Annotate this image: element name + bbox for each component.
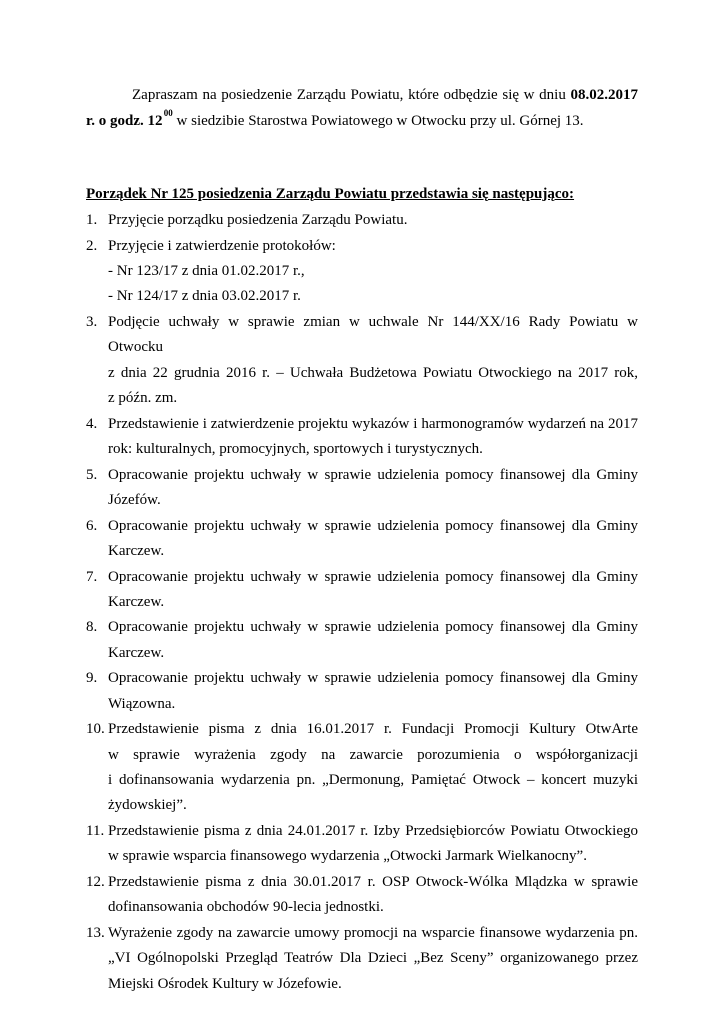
meeting-time-minutes: 00 — [163, 108, 173, 118]
intro-text-2: w siedzibie Starostwa Powiatowego w Otwocku przy — [176, 113, 497, 129]
agenda-item-line: Opracowanie projektu uchwały w sprawie udzielenia pomocy finansowej dla Gminy — [108, 517, 638, 534]
agenda-item-line: dofinansowania obchodów 90-lecia jednostki. — [108, 899, 384, 916]
agenda-item-line: Wiązowna. — [108, 695, 176, 712]
agenda-item — [86, 717, 638, 818]
agenda-item-line: Opracowanie projektu uchwały w sprawie udzielenia pomocy finansowej dla Gminy — [108, 466, 638, 483]
agenda-item-number: 7. — [86, 568, 98, 585]
agenda-item — [86, 870, 638, 921]
agenda-item-line: Przyjęcie porządku posiedzenia Zarządu Powiatu. — [108, 212, 408, 228]
meeting-date: 08.02.2017 r. o godz. 12 — [86, 87, 638, 129]
agenda-item-line: żydowskiej”. — [108, 797, 187, 814]
agenda-item-number: 12. — [86, 874, 105, 891]
agenda-item-number: 5. — [86, 466, 98, 483]
agenda-item-line: Karczew. — [108, 542, 165, 559]
agenda-item — [86, 921, 638, 997]
agenda-heading: Porządek Nr 125 posiedzenia Zarządu Powiatu przedstawia się następująco: — [86, 186, 575, 202]
agenda-item-line: Wyrażenie zgody na zawarcie umowy promocji na wsparcie finansowe wydarzenia pn. — [108, 925, 638, 941]
agenda-item-line: - Nr 123/17 z dnia 01.02.2017 r., — [108, 262, 305, 279]
agenda-item-number: 11. — [86, 823, 105, 840]
agenda-item-line: Przyjęcie i zatwierdzenie protokołów: — [108, 237, 336, 254]
agenda-item-line: Józefów. — [108, 491, 161, 508]
agenda-item — [86, 463, 638, 514]
agenda-item — [86, 615, 638, 666]
intro-text-1: Zapraszam na posiedzenie Zarządu Powiatu, które odbędzie się w dniu — [132, 87, 566, 103]
agenda-list — [86, 208, 638, 997]
agenda-item-line: Przedstawienie i zatwierdzenie projektu wykazów i harmonogramów wydarzeń na 2017 — [108, 415, 638, 432]
agenda-item-line: rok: kulturalnych, promocyjnych, sportowych i turystycznych. — [108, 440, 483, 457]
intro-paragraph — [86, 82, 638, 134]
agenda-item-line: Karczew. — [108, 593, 165, 610]
agenda-item-line: Opracowanie projektu uchwały w sprawie udzielenia pomocy finansowej dla Gminy — [108, 670, 638, 687]
agenda-item — [86, 310, 638, 411]
agenda-item — [86, 514, 638, 565]
agenda-item-line: z późn. zm. — [108, 389, 178, 406]
agenda-item-line: Opracowanie projektu uchwały w sprawie udzielenia pomocy finansowej dla Gminy — [108, 619, 638, 636]
agenda-item-number: 1. — [86, 212, 98, 228]
agenda-item-number: 10. — [86, 721, 105, 738]
agenda-item-line: w sprawie wsparcia finansowego wydarzenia „Otwocki Jarmark Wielkanocny”. — [108, 848, 587, 865]
agenda-item-line: z dnia 22 grudnia 2016 r. – Uchwała Budżetowa Powiatu Otwockiego na 2017 rok, — [108, 364, 638, 381]
agenda-item-line: Miejski Ośrodek Kultury w Józefowie. — [108, 975, 342, 992]
agenda-item-number: 8. — [86, 619, 98, 636]
agenda-item — [86, 412, 638, 463]
agenda-item — [86, 234, 638, 310]
agenda-item-number: 13. — [86, 925, 105, 941]
agenda-item-number: 2. — [86, 237, 98, 254]
agenda-item-number: 6. — [86, 517, 98, 534]
agenda-item-number: 4. — [86, 415, 98, 432]
agenda-item-line: Przedstawienie pisma z dnia 30.01.2017 r. OSP Otwock-Wólka Mlądzka w sprawie — [108, 874, 638, 891]
agenda-item-line: Karczew. — [108, 644, 165, 661]
agenda-item-line: Przedstawienie pisma z dnia 16.01.2017 r. Fundacji Promocji Kultury OtwArte — [108, 721, 638, 738]
agenda-item-line: i dofinansowania wydarzenia pn. „Dermonung, Pamiętać Otwock – koncert muzyki — [108, 772, 638, 789]
agenda-item — [86, 819, 638, 870]
agenda-item-line: - Nr 124/17 z dnia 03.02.2017 r. — [108, 288, 301, 305]
agenda-item-number: 9. — [86, 670, 98, 687]
agenda-item-line: Przedstawienie pisma z dnia 24.01.2017 r. Izby Przedsiębiorców Powiatu Otwockiego — [108, 823, 638, 840]
intro-text-3: ul. Górnej 13. — [500, 113, 584, 129]
agenda-item — [86, 565, 638, 616]
agenda-item-line: w sprawie wyrażenia zgody na zawarcie porozumienia o współorganizacji — [108, 746, 638, 763]
agenda-item-line: Podjęcie uchwały w sprawie zmian w uchwale Nr 144/XX/16 Rady Powiatu w Otwocku — [108, 313, 638, 356]
agenda-item — [86, 666, 638, 717]
agenda-item-number: 3. — [86, 313, 98, 330]
agenda-item — [86, 208, 638, 233]
agenda-item-line: Opracowanie projektu uchwały w sprawie udzielenia pomocy finansowej dla Gminy — [108, 568, 638, 585]
agenda-item-line: „VI Ogólnopolski Przegląd Teatrów Dla Dzieci „Bez Sceny” organizowanego przez — [108, 950, 638, 967]
